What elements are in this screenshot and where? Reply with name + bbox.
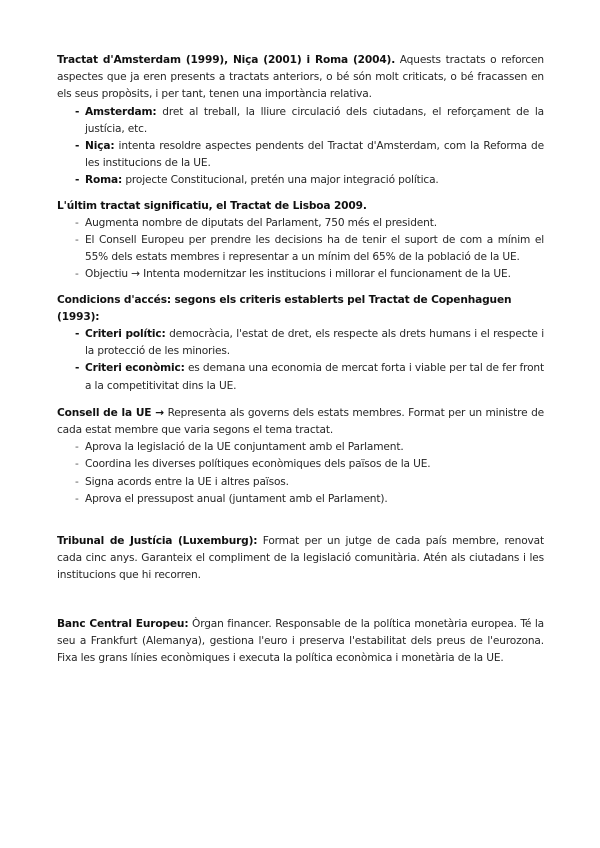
list-item: - Amsterdam: dret al treball, la lliure circulació dels ciutadans, el reforçament de la justícia, etc.: [75, 105, 544, 135]
court-paragraph: [57, 533, 544, 585]
treaties-heading: Tractat d'Amsterdam (1999), Niça (2001) i Roma (2004).: [57, 54, 396, 66]
treaties-intro: Aquests tractats o reforcen aspectes que ja eren presents a tractats anteriors, o bé són molt criticats, o bé fracassen en els seus propòsits, i per tant, tenen una importància relativa.: [57, 54, 544, 101]
list-item: - El Consell Europeu per prendre les decisions ha de tenir el suport de com a mínim el 55% dels estats membres i representar a un mínim del 65% de la població de la UE.: [75, 234, 544, 264]
list-item: - Coordina les diverses polítiques econòmiques dels països de la UE.: [75, 458, 431, 471]
treaties-list: [57, 104, 544, 190]
item-text: Objectiu → Intenta modernitzar les institucions i millorar el funcionament de la UE.: [85, 268, 511, 281]
list-item: - Augmenta nombre de diputats del Parlament, 750 més el president.: [75, 216, 437, 229]
list-item: - Aprova el pressupost anual (juntament amb el Parlament).: [75, 492, 388, 505]
access-heading: Condicions d'accés: segons els criteris establerts pel Tractat de Copenhaguen (1993):: [57, 293, 512, 323]
bank-text: Òrgan financer. Responsable de la política monetària europea. Té la seu a Frankfurt (Alemanya), gestiona l'euro i preserva l'estabilitat dels preus de l'eurozona. Fixa les grans línies econòmiques i executa la política econòmica i monetària de la UE.: [57, 617, 544, 665]
item-term: Amsterdam:: [85, 105, 157, 118]
council-text: Representa als governs dels estats membres. Format per un ministre de cada estat membre que varia segons el tema tractat.: [57, 406, 545, 437]
council-paragraph: [57, 405, 544, 439]
item-text: El Consell Europeu per prendre les decisions ha de tenir el suport de com a mínim el 55% dels estats membres i representar a un mínim del 65% de la població de la UE.: [85, 234, 544, 264]
item-text: projecte Constitucional, pretén una major integració política.: [125, 174, 439, 187]
court-text: Format per un jutge de cada país membre, renovat cada cinc anys. Garanteix el compliment de la legislació comunitària. Atén als ciutadans i les institucions que hi recorren.: [57, 535, 545, 582]
item-text: intenta resoldre aspectes pendents del Tractat d'Amsterdam, com la Reforma de les institucions de la UE.: [85, 140, 544, 170]
item-term: Niça:: [85, 140, 115, 153]
item-text: Signa acords entre la UE i altres països.: [85, 475, 289, 488]
treaties-paragraph: [57, 52, 544, 104]
list-item: - Signa acords entre la UE i altres països.: [75, 475, 289, 488]
item-text: democràcia, l'estat de dret, els respecte als drets humans i el respecte i la protecció de les minories.: [85, 328, 545, 358]
list-item: - Aprova la legislació de la UE conjuntament amb el Parlament.: [75, 441, 404, 454]
list-item: - Niça: intenta resoldre aspectes pendents del Tractat d'Amsterdam, com la Reforma de les institucions de la UE.: [75, 140, 544, 170]
item-term: Criteri econòmic:: [85, 362, 185, 375]
council-term: Consell de la UE →: [57, 406, 164, 419]
lisbon-heading: L'últim tractat significatiu, el Tractat de Lisboa 2009.: [57, 199, 367, 212]
bank-term: Banc Central Europeu:: [57, 617, 189, 630]
item-text: Augmenta nombre de diputats del Parlament, 750 més el president.: [85, 216, 437, 229]
item-term: Roma:: [85, 174, 123, 187]
list-item: - Roma: projecte Constitucional, pretén una major integració política.: [75, 174, 439, 187]
list-item: - Criteri polític: democràcia, l'estat de dret, els respecte als drets humans i el respecte i la protecció de les minories.: [75, 328, 545, 358]
item-text: Aprova el pressupost anual (juntament amb el Parlament).: [85, 492, 388, 505]
item-text: dret al treball, la lliure circulació dels ciutadans, el reforçament de la justícia, etc.: [85, 105, 544, 135]
court-term: Tribunal de Justícia (Luxemburg):: [57, 535, 258, 548]
access-list: [57, 326, 544, 395]
council-list: [57, 439, 544, 508]
bank-paragraph: [57, 616, 544, 668]
item-text: Aprova la legislació de la UE conjuntament amb el Parlament.: [85, 441, 404, 454]
item-term: Criteri polític:: [85, 328, 166, 341]
item-text: Coordina les diverses polítiques econòmiques dels països de la UE.: [85, 458, 431, 471]
item-text: es demana una economia de mercat forta i viable per tal de fer front a la competitivitat dins la UE.: [85, 362, 544, 392]
list-item: - Criteri econòmic: es demana una economia de mercat forta i viable per tal de fer front a la competitivitat dins la UE.: [75, 362, 544, 392]
lisbon-list: [57, 215, 544, 284]
list-item: - Objectiu → Intenta modernitzar les institucions i millorar el funcionament de la UE.: [75, 268, 511, 281]
